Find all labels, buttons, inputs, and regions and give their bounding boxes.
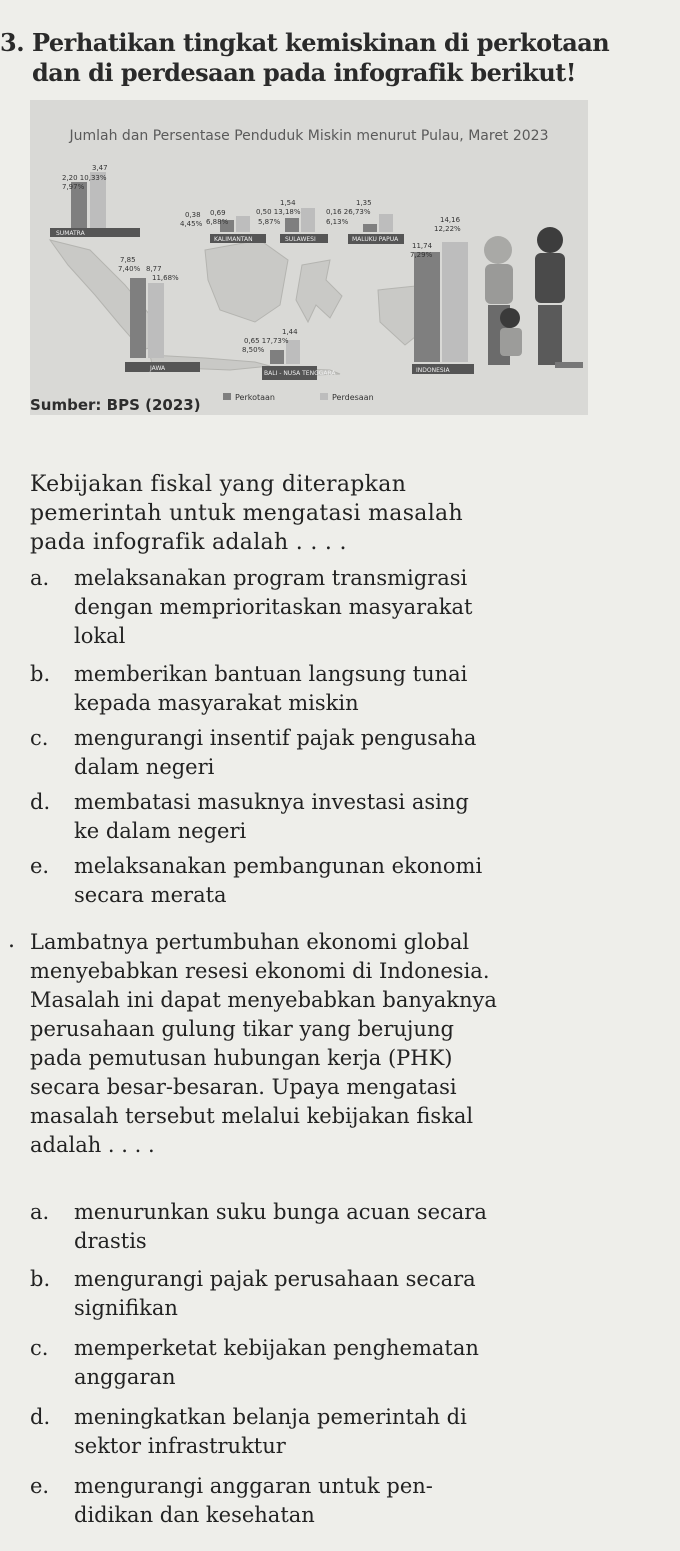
value-maluku-a: 1,35 — [356, 199, 372, 207]
legend-rural-label: Perdesaan — [332, 393, 374, 402]
stem-line: masalah tersebut melalui kebijakan fiskal — [30, 1104, 474, 1128]
option-line: dengan memprioritaskan masyarakat — [74, 595, 473, 619]
value-sulawesi-a: 1,54 — [280, 199, 296, 207]
option-line: lokal — [74, 624, 126, 648]
stem-line: Lambatnya pertumbuhan ekonomi global — [30, 930, 470, 954]
stem-line: Masalah ini dapat menyebabkan banyaknya — [30, 988, 497, 1012]
option-line: didikan dan kesehatan — [74, 1503, 315, 1527]
value-indonesia-b: 12,22% — [434, 225, 461, 233]
option-line: kepada masyarakat miskin — [74, 691, 359, 715]
option-letter: a. — [30, 1200, 50, 1224]
value-kalimantan-b: 4,45% — [180, 220, 203, 228]
stem-line: menyebabkan resesi ekonomi di Indonesia. — [30, 959, 490, 983]
value-sumatra-2: 2,20 10,33% — [62, 174, 107, 182]
option-letter: b. — [30, 662, 51, 686]
value-bali-c: 8,50% — [242, 346, 265, 354]
value-kalimantan-a: 0,38 — [185, 211, 201, 219]
stem-line: perusahaan gulung tikar yang berujung — [30, 1017, 454, 1041]
option-letter: d. — [30, 790, 51, 814]
stem-line: pada pemutusan hubungan kerja (PHK) — [30, 1046, 453, 1070]
question-number: 3. — [0, 28, 25, 57]
region-label-maluku-papua: MALUKU PAPUA — [352, 236, 399, 243]
value-jawa-c: 8,77 — [146, 265, 162, 273]
infographic-map — [30, 100, 588, 415]
value-maluku-b: 0,16 26,73% — [326, 208, 371, 216]
bar-sulawesi-rural — [301, 208, 315, 232]
region-label-sulawesi: SULAWESI — [285, 236, 316, 243]
value-indonesia-d: 7,29% — [410, 251, 433, 259]
poverty-infographic — [30, 100, 588, 415]
bar-indonesia-urban — [414, 252, 440, 362]
question-heading-line-2: dan di perdesaan pada infografik berikut! — [32, 58, 576, 87]
stem-line: Kebijakan fiskal yang diterapkan — [30, 472, 407, 497]
source-label: Sumber: — [30, 396, 102, 414]
legend-urban-swatch — [223, 393, 231, 400]
option-line: sektor infrastruktur — [74, 1434, 286, 1458]
bar-kalimantan-rural — [236, 216, 250, 232]
value-indonesia-a: 14,16 — [440, 216, 461, 224]
stem-line: adalah . . . . — [30, 1133, 155, 1157]
value-jawa-a: 7,85 — [120, 256, 136, 264]
value-jawa-b: 7,40% — [118, 265, 141, 273]
value-maluku-c: 6,13% — [326, 218, 349, 226]
question-3-stem — [30, 470, 665, 557]
bar-maluku-rural — [379, 214, 393, 232]
infographic-title: Jumlah dan Persentase Penduduk Miskin menurut Pulau, Maret 2023 — [69, 128, 549, 144]
option-line: membatasi masuknya investasi asing — [74, 790, 469, 814]
value-sulawesi-c: 5,87% — [258, 218, 281, 226]
value-indonesia-c: 11,74 — [412, 242, 433, 250]
option-line: dalam negeri — [74, 755, 215, 779]
region-label-jawa: JAWA — [150, 365, 166, 372]
question-4-number: . — [8, 928, 15, 953]
option-line: mengurangi pajak perusahaan secara — [74, 1267, 476, 1291]
bar-jawa-rural — [148, 283, 164, 358]
sulawesi-shape — [296, 260, 342, 322]
value-kalimantan-d: 6,88% — [206, 218, 229, 226]
infographic-source — [30, 396, 201, 414]
stem-line: secara besar-besaran. Upaya mengatasi — [30, 1075, 457, 1099]
option-line: mengurangi insentif pajak pengusaha — [74, 726, 477, 750]
option-letter: c. — [30, 1336, 49, 1360]
bar-sulawesi-urban — [285, 218, 299, 232]
option-line: melaksanakan pembangunan ekonomi — [74, 854, 483, 878]
value-bali-b: 0,65 17,73% — [244, 337, 289, 345]
option-line: mengurangi anggaran untuk pen- — [74, 1474, 433, 1498]
value-kalimantan-c: 0,69 — [210, 209, 226, 217]
option-letter: e. — [30, 1474, 50, 1498]
legend-rural-swatch — [320, 393, 328, 400]
option-line: secara merata — [74, 883, 227, 907]
bar-maluku-urban — [363, 224, 377, 232]
option-letter: d. — [30, 1405, 51, 1429]
family-illustration — [484, 227, 583, 368]
option-letter: b. — [30, 1267, 51, 1291]
kalimantan-shape — [205, 240, 288, 322]
option-letter: a. — [30, 566, 50, 590]
region-label-indonesia: INDONESIA — [416, 367, 450, 374]
region-label-sumatra: SUMATRA — [56, 230, 85, 237]
source-value: BPS (2023) — [106, 396, 201, 414]
option-line: memberikan bantuan langsung tunai — [74, 662, 468, 686]
region-label-kalimantan: KALIMANTAN — [214, 236, 253, 243]
option-line: ke dalam negeri — [74, 819, 247, 843]
option-line: meningkatkan belanja pemerintah di — [74, 1405, 467, 1429]
value-sumatra-3: 7,97% — [62, 183, 85, 191]
bar-indonesia-rural — [442, 242, 468, 362]
value-bali-a: 1,44 — [282, 328, 298, 336]
option-line: melaksanakan program transmigrasi — [74, 566, 468, 590]
option-line: anggaran — [74, 1365, 176, 1389]
stem-line: pada infografik adalah . . . . — [30, 530, 347, 555]
question-heading-line-1: Perhatikan tingkat kemiskinan di perkotaan — [32, 28, 610, 57]
option-letter: e. — [30, 854, 50, 878]
region-label-bali-nusa: BALI - NUSA TENGGARA — [264, 370, 336, 377]
stem-line: pemerintah untuk mengatasi masalah — [30, 501, 463, 526]
option-line: signifikan — [74, 1296, 178, 1320]
option-letter: c. — [30, 726, 49, 750]
value-jawa-d: 11,68% — [152, 274, 179, 282]
bar-bali-urban — [270, 350, 284, 364]
legend-urban-label: Perkotaan — [235, 393, 276, 402]
value-sulawesi-b: 0,50 13,18% — [256, 208, 301, 216]
bar-jawa-urban — [130, 278, 146, 358]
option-line: menurunkan suku bunga acuan secara — [74, 1200, 487, 1224]
question-4-stem — [30, 928, 665, 1160]
option-line: drastis — [74, 1229, 147, 1253]
option-line: memperketat kebijakan penghematan — [74, 1336, 479, 1360]
value-sumatra-1: 3,47 — [92, 164, 108, 172]
